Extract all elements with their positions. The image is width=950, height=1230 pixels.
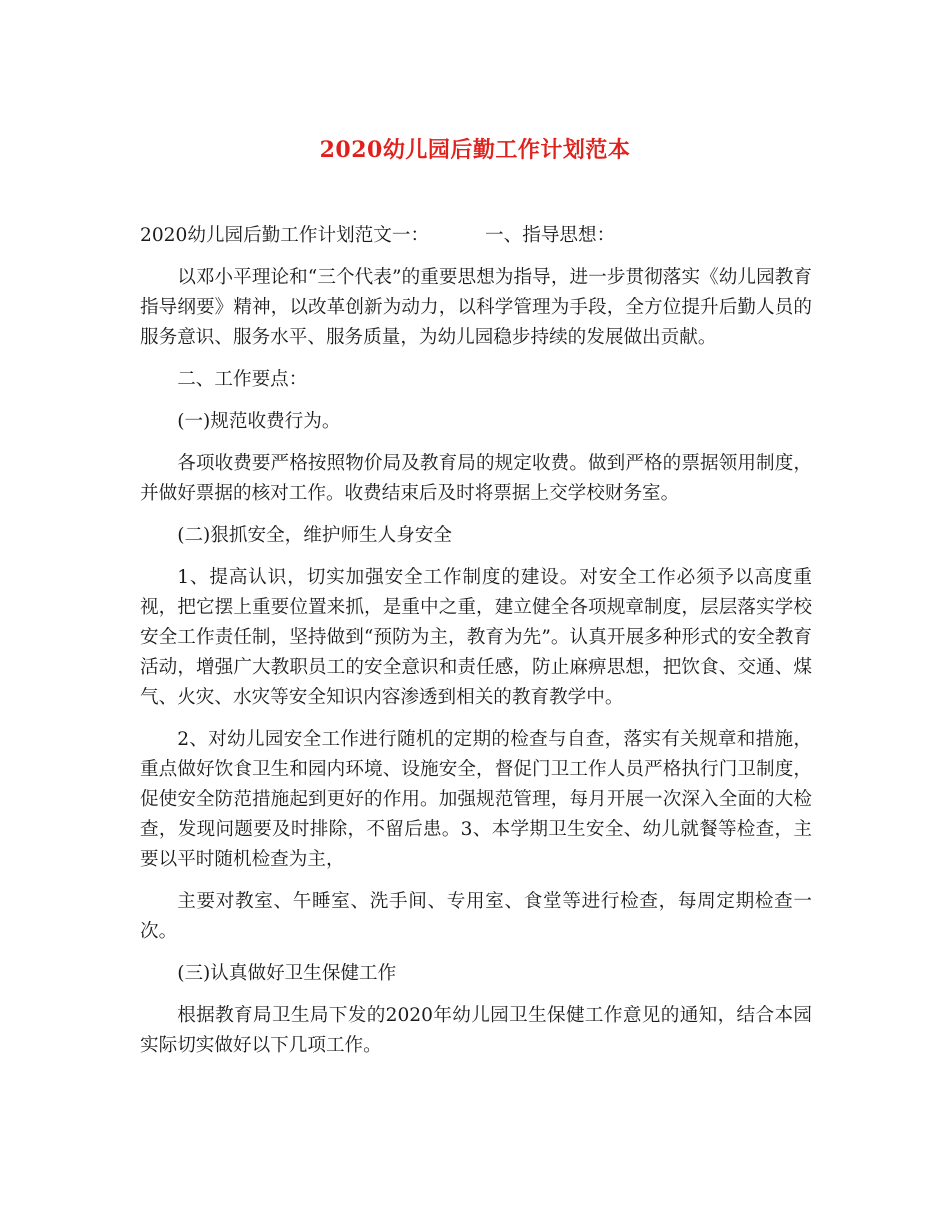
document-body <box>140 221 812 1073</box>
section-heading-guiding-thought: 一、指导思想： <box>485 225 616 246</box>
paragraph: 各项收费要严格按照物价局及教育局的规定收费。做到严格的票据领用制度，并做好票据的核对工作。收费结束后及时将票据上交学校财务室。 <box>140 453 812 504</box>
intro-line <box>140 221 812 251</box>
paragraph: 2、对幼儿园安全工作进行随机的定期的检查与自查，落实有关规章和措施，重点做好饮食卫生和园内环境、设施安全，督促门卫工作人员严格执行门卫制度，促使安全防范措施起到更好的作用。加强规范管理，每月开展一次深入全面的大检查，发现问题要及时排除，不留后患。3、本学期卫生安全、幼儿就餐等检查，主要以平时随机检查为主， <box>140 729 812 870</box>
paragraph: 根据教育局卫生局下发的2020年幼儿园卫生保健工作意见的通知，结合本园实际切实做好以下几项工作。 <box>140 1005 812 1056</box>
intro-label: 2020幼儿园后勤工作计划范文一： <box>140 225 430 246</box>
subheading-fees: (一)规范收费行为。 <box>177 411 341 432</box>
subheading-hygiene: (三)认真做好卫生保健工作 <box>177 963 397 984</box>
document-title: 2020幼儿园后勤工作计划范本 <box>319 137 631 163</box>
section-heading-work-points: 二、工作要点： <box>177 369 308 390</box>
paragraph: 以邓小平理论和“三个代表”的重要思想为指导，进一步贯彻落实《幼儿园教育指导纲要》精神，以改革创新为动力，以科学管理为手段，全方位提升后勤人员的服务意识、服务水平、服务质量，为幼儿园稳步持续的发展做出贡献。 <box>140 267 812 348</box>
paragraph: 主要对教室、午睡室、洗手间、专用室、食堂等进行检查，每周定期检查一次。 <box>140 891 812 942</box>
paragraph: 1、提高认识，切实加强安全工作制度的建设。对安全工作必须予以高度重视，把它摆上重要位置来抓，是重中之重，建立健全各项规章制度，层层落实学校安全工作责任制，坚持做到“预防为主，教育为先”。认真开展多种形式的安全教育活动，增强广大教职员工的安全意识和责任感，防止麻痹思想，把饮食、交通、煤气、火灾、水灾等安全知识内容渗透到相关的教育教学中。 <box>140 567 812 708</box>
subheading-safety: (二)狠抓安全，维护师生人身安全 <box>177 525 453 546</box>
